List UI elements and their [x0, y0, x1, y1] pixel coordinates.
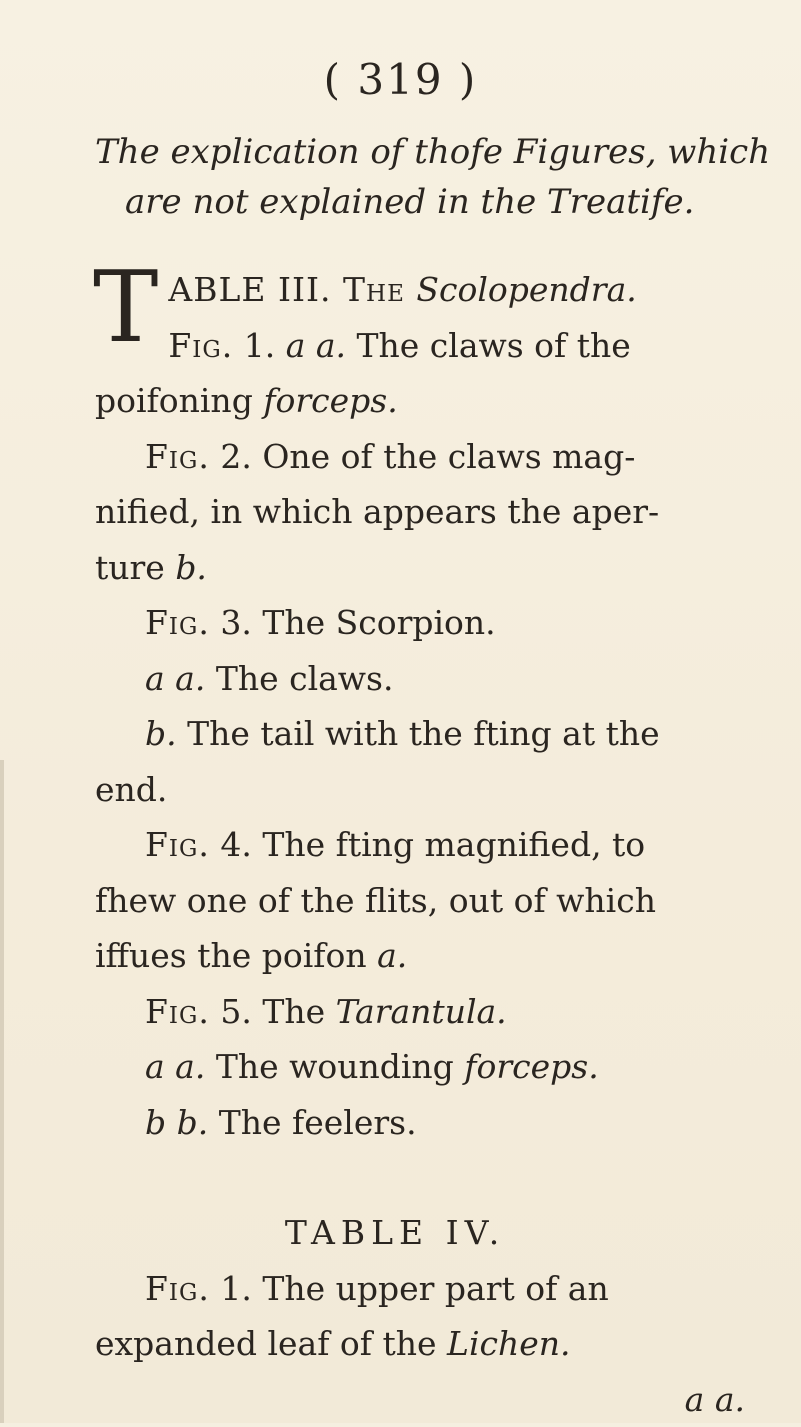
table3-fig4-cont1: fhew one of the flits, out of which	[95, 873, 705, 929]
heading-line-1: The explication of thofe Figures, which	[95, 127, 775, 177]
table3-title: ABLE III. The Scolopendra.	[95, 262, 705, 318]
table3-fig3-a: a a. The claws.	[95, 651, 705, 707]
section-heading	[95, 127, 775, 227]
table3-fig5-b: b b. The feelers.	[95, 1095, 705, 1151]
table3-subject: Scolopendra.	[416, 270, 636, 309]
table3-fig4: Fig. 4. The fting magnified, to	[95, 817, 705, 873]
table3-fig4-cont2: iffues the poifon a.	[95, 928, 705, 984]
table3-fig3-b-cont: end.	[95, 762, 705, 818]
table3-fig2-cont1: nified, in which appears the aper-	[95, 484, 705, 540]
explication-body	[95, 262, 705, 1427]
heading-line-2: are not explained in the Treatife.	[95, 177, 775, 227]
table4-fig1-cont: expanded leaf of the Lichen.	[95, 1316, 705, 1372]
table3-fig5: Fig. 5. The Tarantula.	[95, 984, 705, 1040]
table3-fig2: Fig. 2. One of the claws mag-	[95, 429, 705, 485]
table3-fig3-b: b. The tail with the fting at the	[95, 706, 705, 762]
table4-fig1: Fig. 1. The upper part of an	[95, 1261, 705, 1317]
table3-fig5-a: a a. The wounding forceps.	[95, 1039, 705, 1095]
table3-fig2-cont2: ture b.	[95, 540, 705, 596]
table3-fig1-cont: poifoning forceps.	[95, 373, 705, 429]
table3-fig1: Fig. 1. a a. The claws of the	[95, 318, 705, 374]
table3-fig3: Fig. 3. The Scorpion.	[95, 595, 705, 651]
catchword: a a.	[95, 1372, 745, 1427]
drop-cap: T	[93, 264, 158, 352]
table4-title: TABLE IV.	[95, 1205, 705, 1261]
page-number: ( 319 )	[0, 55, 801, 104]
page-edge-shadow	[0, 760, 4, 1423]
